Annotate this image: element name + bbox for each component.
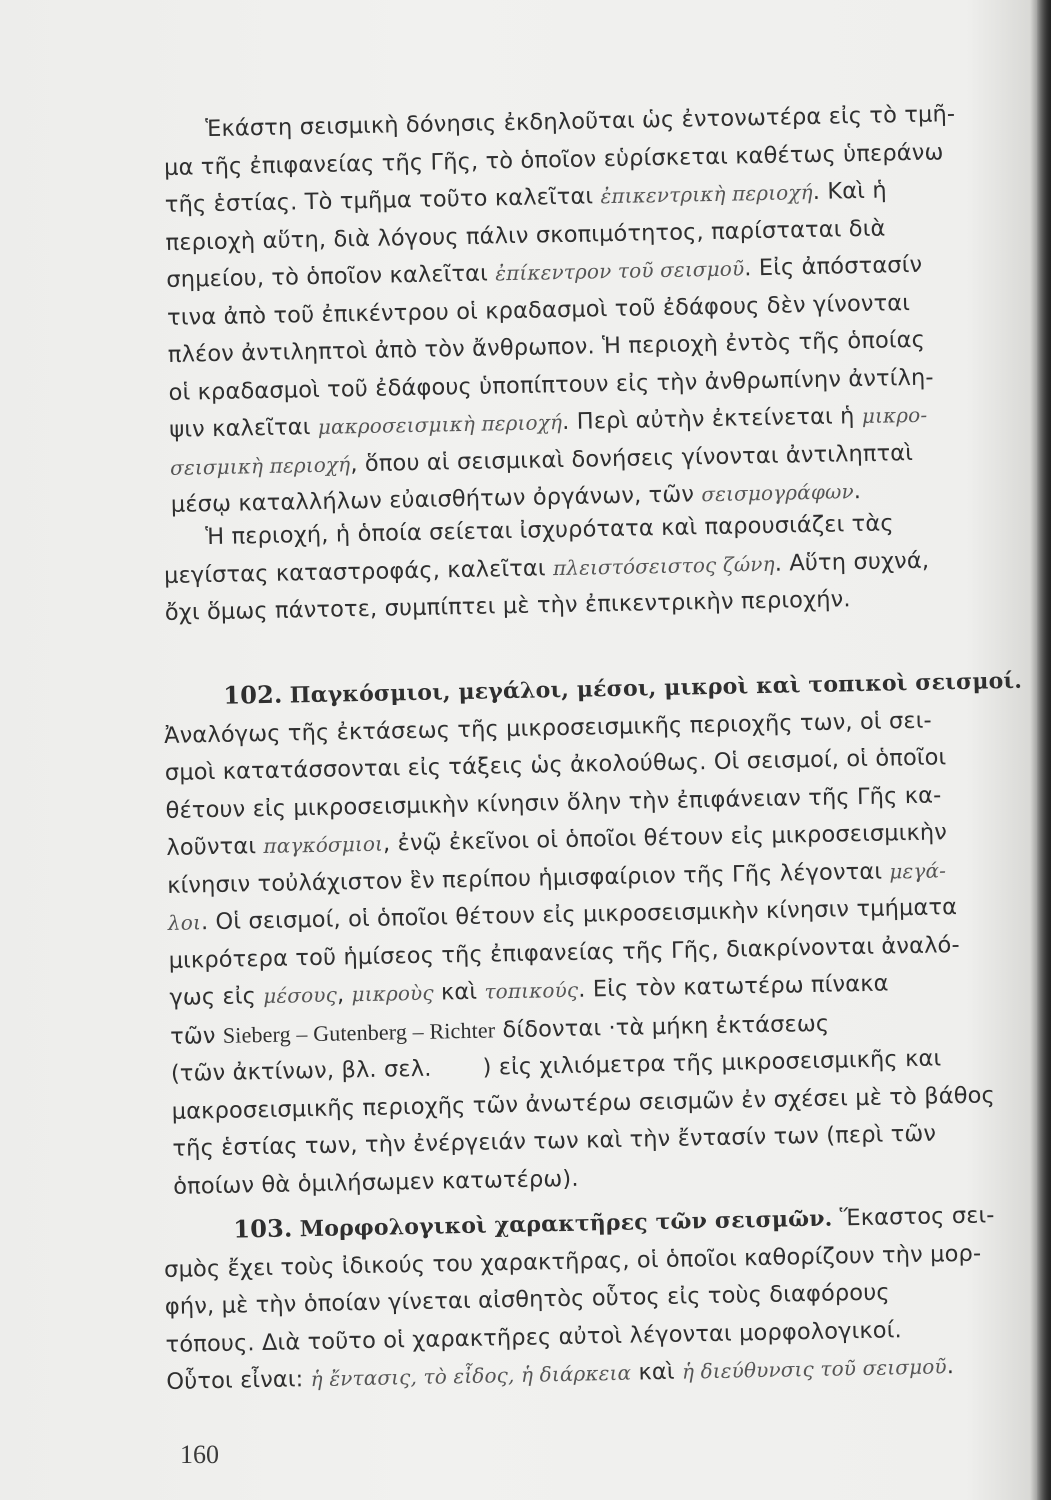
text-line: Ἡ περιοχή, ἡ ὁποία σείεται ἰσχυρότατα καὶ παρουσιάζει τὰς <box>205 510 894 551</box>
text-line: Οὗτοι εἶναι: ἡ ἔντασις, τὸ εἶδος, ἡ διάρκεια καὶ ἡ διεύθυνσις τοῦ σεισμοῦ. <box>166 1353 955 1395</box>
text-line: τῶν Sieberg – Gutenberg – Richter δίδονται ·τὰ μήκη ἐκτάσεως <box>169 1010 830 1050</box>
italic-term: ἡ διεύθυνσις τοῦ σεισμοῦ <box>681 1354 947 1384</box>
italic-term: ἐπικεντρικὴ περιοχή <box>600 179 814 209</box>
paragraph-pleistoseist-zone <box>163 503 1015 633</box>
paragraph-epicentral-region <box>163 95 1021 524</box>
italic-term: μικρο- <box>861 402 928 429</box>
text-line: μακροσεισμικῆς περιοχῆς τῶν ἀνωτέρω σεισμῶν ἐν σχέσει μὲ τὸ βάθος <box>171 1081 996 1125</box>
text-line: ὄχι ὅμως πάντοτε, συμπίπτει μὲ τὴν ἐπικεντρικὴν περιοχήν. <box>164 586 851 626</box>
section-102 <box>163 661 1023 1206</box>
page-number: 160 <box>180 1440 219 1469</box>
section-103 <box>163 1195 1017 1402</box>
text-line: τῆς ἑστίας. Τὸ τμῆμα τοῦτο καλεῖται ἐπικεντρικὴ περιοχή. Καὶ ἡ <box>164 177 887 218</box>
text-line: σεισμικὴ περιοχή, ὅπου αἱ σεισμικαὶ δονήσεις γίνονται ἀντιληπταὶ <box>169 439 914 480</box>
italic-term: τοπικούς <box>484 977 579 1004</box>
text-line: ὁποίων θὰ ὁμιλήσωμεν κατωτέρω). <box>172 1165 579 1200</box>
italic-term: παγκόσμιοι <box>263 831 384 859</box>
text-line: τόπους. Διὰ τοῦτο οἱ χαρακτῆρες αὐτοὶ λέγονται μορφολογικοί. <box>165 1316 903 1358</box>
text-line: τῆς ἑστίας των, τὴν ἐνέργειάν των καὶ τὴν ἔντασίν των (περὶ τῶν <box>172 1120 937 1162</box>
italic-term: λοι <box>167 910 202 935</box>
text-line: μέσῳ καταλλήλων εὐαισθήτων ὀργάνων, τῶν σεισμογράφων. <box>170 478 862 518</box>
italic-term: σεισμικὴ περιοχή <box>169 451 351 480</box>
text-line: Ἑκάστη σεισμικὴ δόνησις ἐκδηλοῦται ὡς ἐντονωτέρα εἰς τὸ τμῆ- <box>205 101 956 143</box>
italic-term: ἡ ἔντασις, τὸ εἶδος, ἡ διάρκεια <box>310 1360 632 1392</box>
text-line: σμοὶ κατατάσσονται εἰς τάξεις ὡς ἀκολούθως. Οἱ σεισμοί, οἱ ὁποῖοι <box>164 744 947 786</box>
text-line: κίνησιν τοὐλάχιστον ἓν περίπου ἡμισφαίριον τῆς Γῆς λέγονται μεγά- <box>166 857 947 899</box>
italic-term: πλειστόσειστος ζώνη <box>552 551 775 580</box>
text-line: ψιν καλεῖται μακροσεισμικὴ περιοχή. Περὶ αὐτὴν ἐκτείνεται ἡ μικρο- <box>169 402 928 443</box>
text-line: περιοχὴ αὕτη, διὰ λόγους πάλιν σκοπιμότητος, παρίσταται διὰ <box>165 215 886 256</box>
italic-term: μεγά- <box>889 857 947 883</box>
section-number: 102. <box>223 679 283 710</box>
text-line: πλέον ἀντιληπτοὶ ἀπὸ τὸν ἄνθρωπον. Ἡ περιοχὴ ἐντὸς τῆς ὁποίας <box>167 326 926 368</box>
section-title: Παγκόσμιοι, μεγάλοι, μέσοι, μικροὶ καὶ τοπικοὶ σεισμοί. <box>289 667 1023 709</box>
italic-term: ἐπίκεντρον τοῦ σεισμοῦ <box>494 256 745 286</box>
section-heading: 103. Μορφολογικοὶ χαρακτῆρες τῶν σεισμῶν. Ἕκαστος σει- <box>233 1202 995 1244</box>
text-line: θέτουν εἰς μικροσεισμικὴν κίνησιν ὅλην τὴν ἐπιφάνειαν τῆς Γῆς κα- <box>165 781 942 824</box>
italic-term: σεισμογράφων <box>701 479 854 507</box>
book-binding-edge <box>1037 0 1051 1500</box>
text-line: Ἀναλόγως τῆς ἐκτάσεως τῆς μικροσεισμικῆς περιοχῆς των, οἱ σει- <box>163 707 932 749</box>
text-line: φήν, μὲ τὴν ὁποίαν γίνεται αἰσθητὸς οὗτος εἰς τοὺς διαφόρους <box>164 1279 890 1320</box>
text-line: γως εἰς μέσους, μικροὺς καὶ τοπικούς. Εἰς τὸν κατωτέρω πίνακα <box>169 970 889 1011</box>
italic-term: μικροὺς <box>351 980 434 1007</box>
author-names: Sieberg – Gutenberg – Richter <box>222 1016 496 1048</box>
text-line: λοῦνται παγκόσμιοι, ἐνῷ ἐκεῖνοι οἱ ὁποῖοι θέτουν εἰς μικροσεισμικὴν <box>166 819 948 861</box>
text-line: μα τῆς ἐπιφανείας τῆς Γῆς, τὸ ὁποῖον εὑρίσκεται καθέτως ὑπεράνω <box>163 138 944 181</box>
section-title: Μορφολογικοὶ χαρακτῆρες τῶν σεισμῶν. <box>299 1205 833 1243</box>
section-number: 103. <box>233 1213 293 1244</box>
text-line: οἱ κραδασμοὶ τοῦ ἐδάφους ὑποπίπτουν εἰς τὴν ἀνθρωπίνην ἀντίλη- <box>168 364 934 406</box>
text-line: λοι. Οἱ σεισμοί, οἱ ὁποῖοι θέτουν εἰς μικροσεισμικὴν κίνησιν τμήματα <box>167 894 958 936</box>
text-line: μικρότερα τοῦ ἡμίσεος τῆς ἐπιφανείας τῆς Γῆς, διακρίνονται ἀναλό- <box>168 931 960 974</box>
text-line: (τῶν ἀκτίνων, βλ. σελ. ) εἰς χιλιόμετρα τῆς μικροσεισμικῆς και <box>170 1045 942 1087</box>
text-line: τινα ἀπὸ τοῦ ἐπικέντρου οἱ κραδασμοὶ τοῦ ἐδάφους δὲν γίνονται <box>166 289 911 331</box>
text-line: σημείου, τὸ ὁποῖον καλεῖται ἐπίκεντρον τοῦ σεισμοῦ. Εἰς ἀπόστασίν <box>166 251 923 293</box>
text-line: σμὸς ἔχει τοὺς ἰδικούς του χαρακτῆρας, οἱ ὁποῖοι καθορίζουν τὴν μορ- <box>163 1240 982 1283</box>
text-line: μεγίστας καταστροφάς, καλεῖται πλειστόσειστος ζώνη. Αὕτη συχνά, <box>163 547 930 589</box>
italic-term: μέσους <box>263 982 338 1009</box>
italic-term: μακροσεισμικὴ περιοχή <box>317 410 563 439</box>
